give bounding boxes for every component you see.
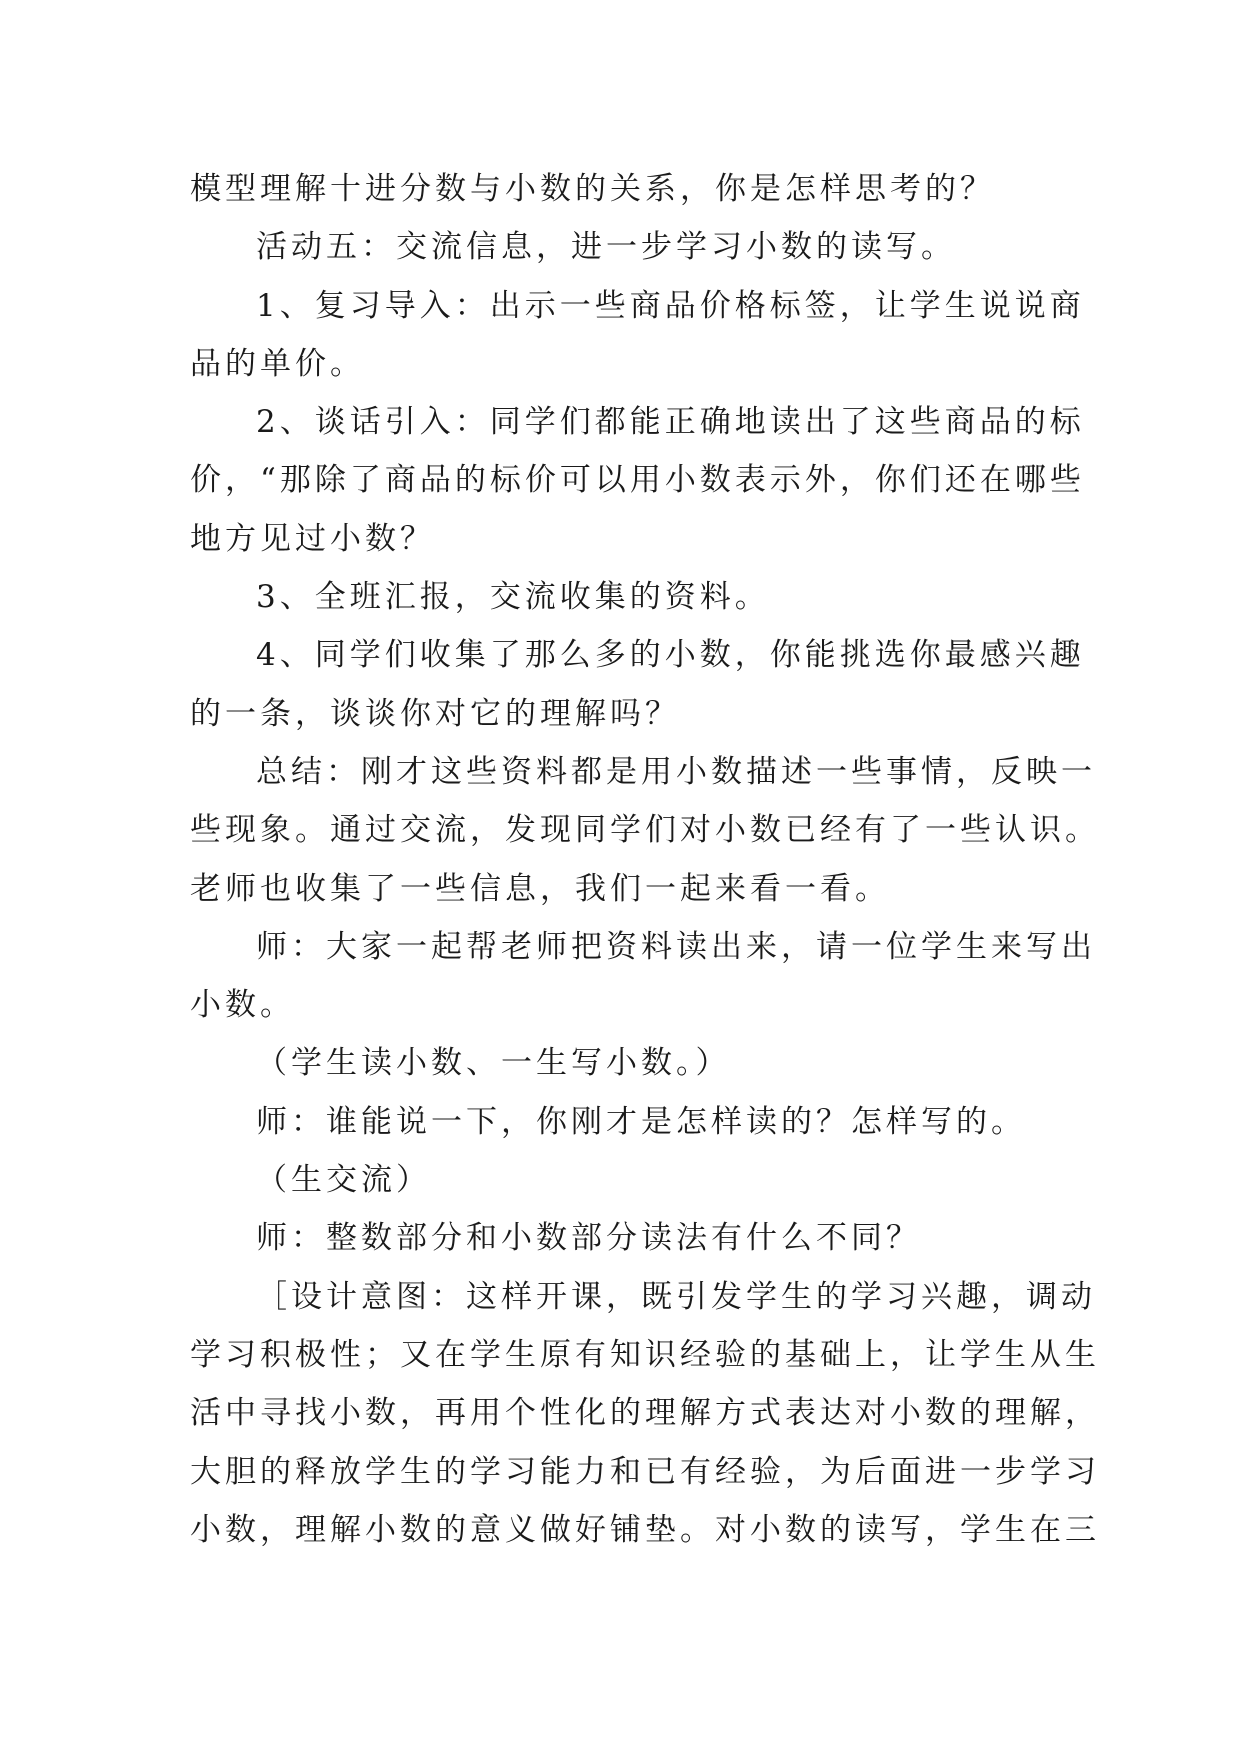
text-line: 地方见过小数？ xyxy=(190,520,435,557)
text-line: ［设计意图：这样开课，既引发学生的学习兴趣，调动 xyxy=(256,1278,1096,1315)
text-line: 小数，理解小数的意义做好铺垫。对小数的读写，学生在三 xyxy=(190,1511,1100,1548)
text-line: 模型理解十进分数与小数的关系，你是怎样思考的？ xyxy=(190,171,995,207)
text-line: （生交流） xyxy=(256,1162,431,1199)
text-line: 学习积极性；又在学生原有知识经验的基础上，让学生从生 xyxy=(190,1336,1100,1373)
text-line: 2、谈话引入：同学们都能正确地读出了这些商品的标 xyxy=(256,404,1085,441)
text-line: 3、全班汇报，交流收集的资料。 xyxy=(256,579,770,616)
text-line: 4、同学们收集了那么多的小数，你能挑选你最感兴趣 xyxy=(256,637,1085,674)
text-line: 师：整数部分和小数部分读法有什么不同？ xyxy=(256,1220,921,1257)
text-line: 些现象。通过交流，发现同学们对小数已经有了一些认识。 xyxy=(190,812,1100,849)
text-line: 品的单价。 xyxy=(190,345,365,382)
text-line: （学生读小数、一生写小数。） xyxy=(256,1045,731,1082)
document-body xyxy=(190,160,1100,1559)
text-line: 小数。 xyxy=(190,987,295,1024)
text-line: 老师也收集了一些信息，我们一起来看一看。 xyxy=(190,870,890,907)
text-line: 的一条，谈谈你对它的理解吗？ xyxy=(190,695,680,732)
text-line: 大胆的释放学生的学习能力和已有经验，为后面进一步学习 xyxy=(190,1453,1100,1490)
text-line: 师：大家一起帮老师把资料读出来，请一位学生来写出 xyxy=(256,928,1096,965)
text-line: 总结：刚才这些资料都是用小数描述一些事情，反映一 xyxy=(256,753,1096,790)
text-line: 1、复习导入：出示一些商品价格标签，让学生说说商 xyxy=(256,287,1085,324)
text-line: 活动五：交流信息，进一步学习小数的读写。 xyxy=(256,229,956,266)
text-line: 价，“那除了商品的标价可以用小数表示外，你们还在哪些 xyxy=(190,462,1085,499)
text-line: 活中寻找小数，再用个性化的理解方式表达对小数的理解， xyxy=(190,1395,1100,1432)
text-line: 师：谁能说一下，你刚才是怎样读的？怎样写的。 xyxy=(256,1103,1026,1140)
